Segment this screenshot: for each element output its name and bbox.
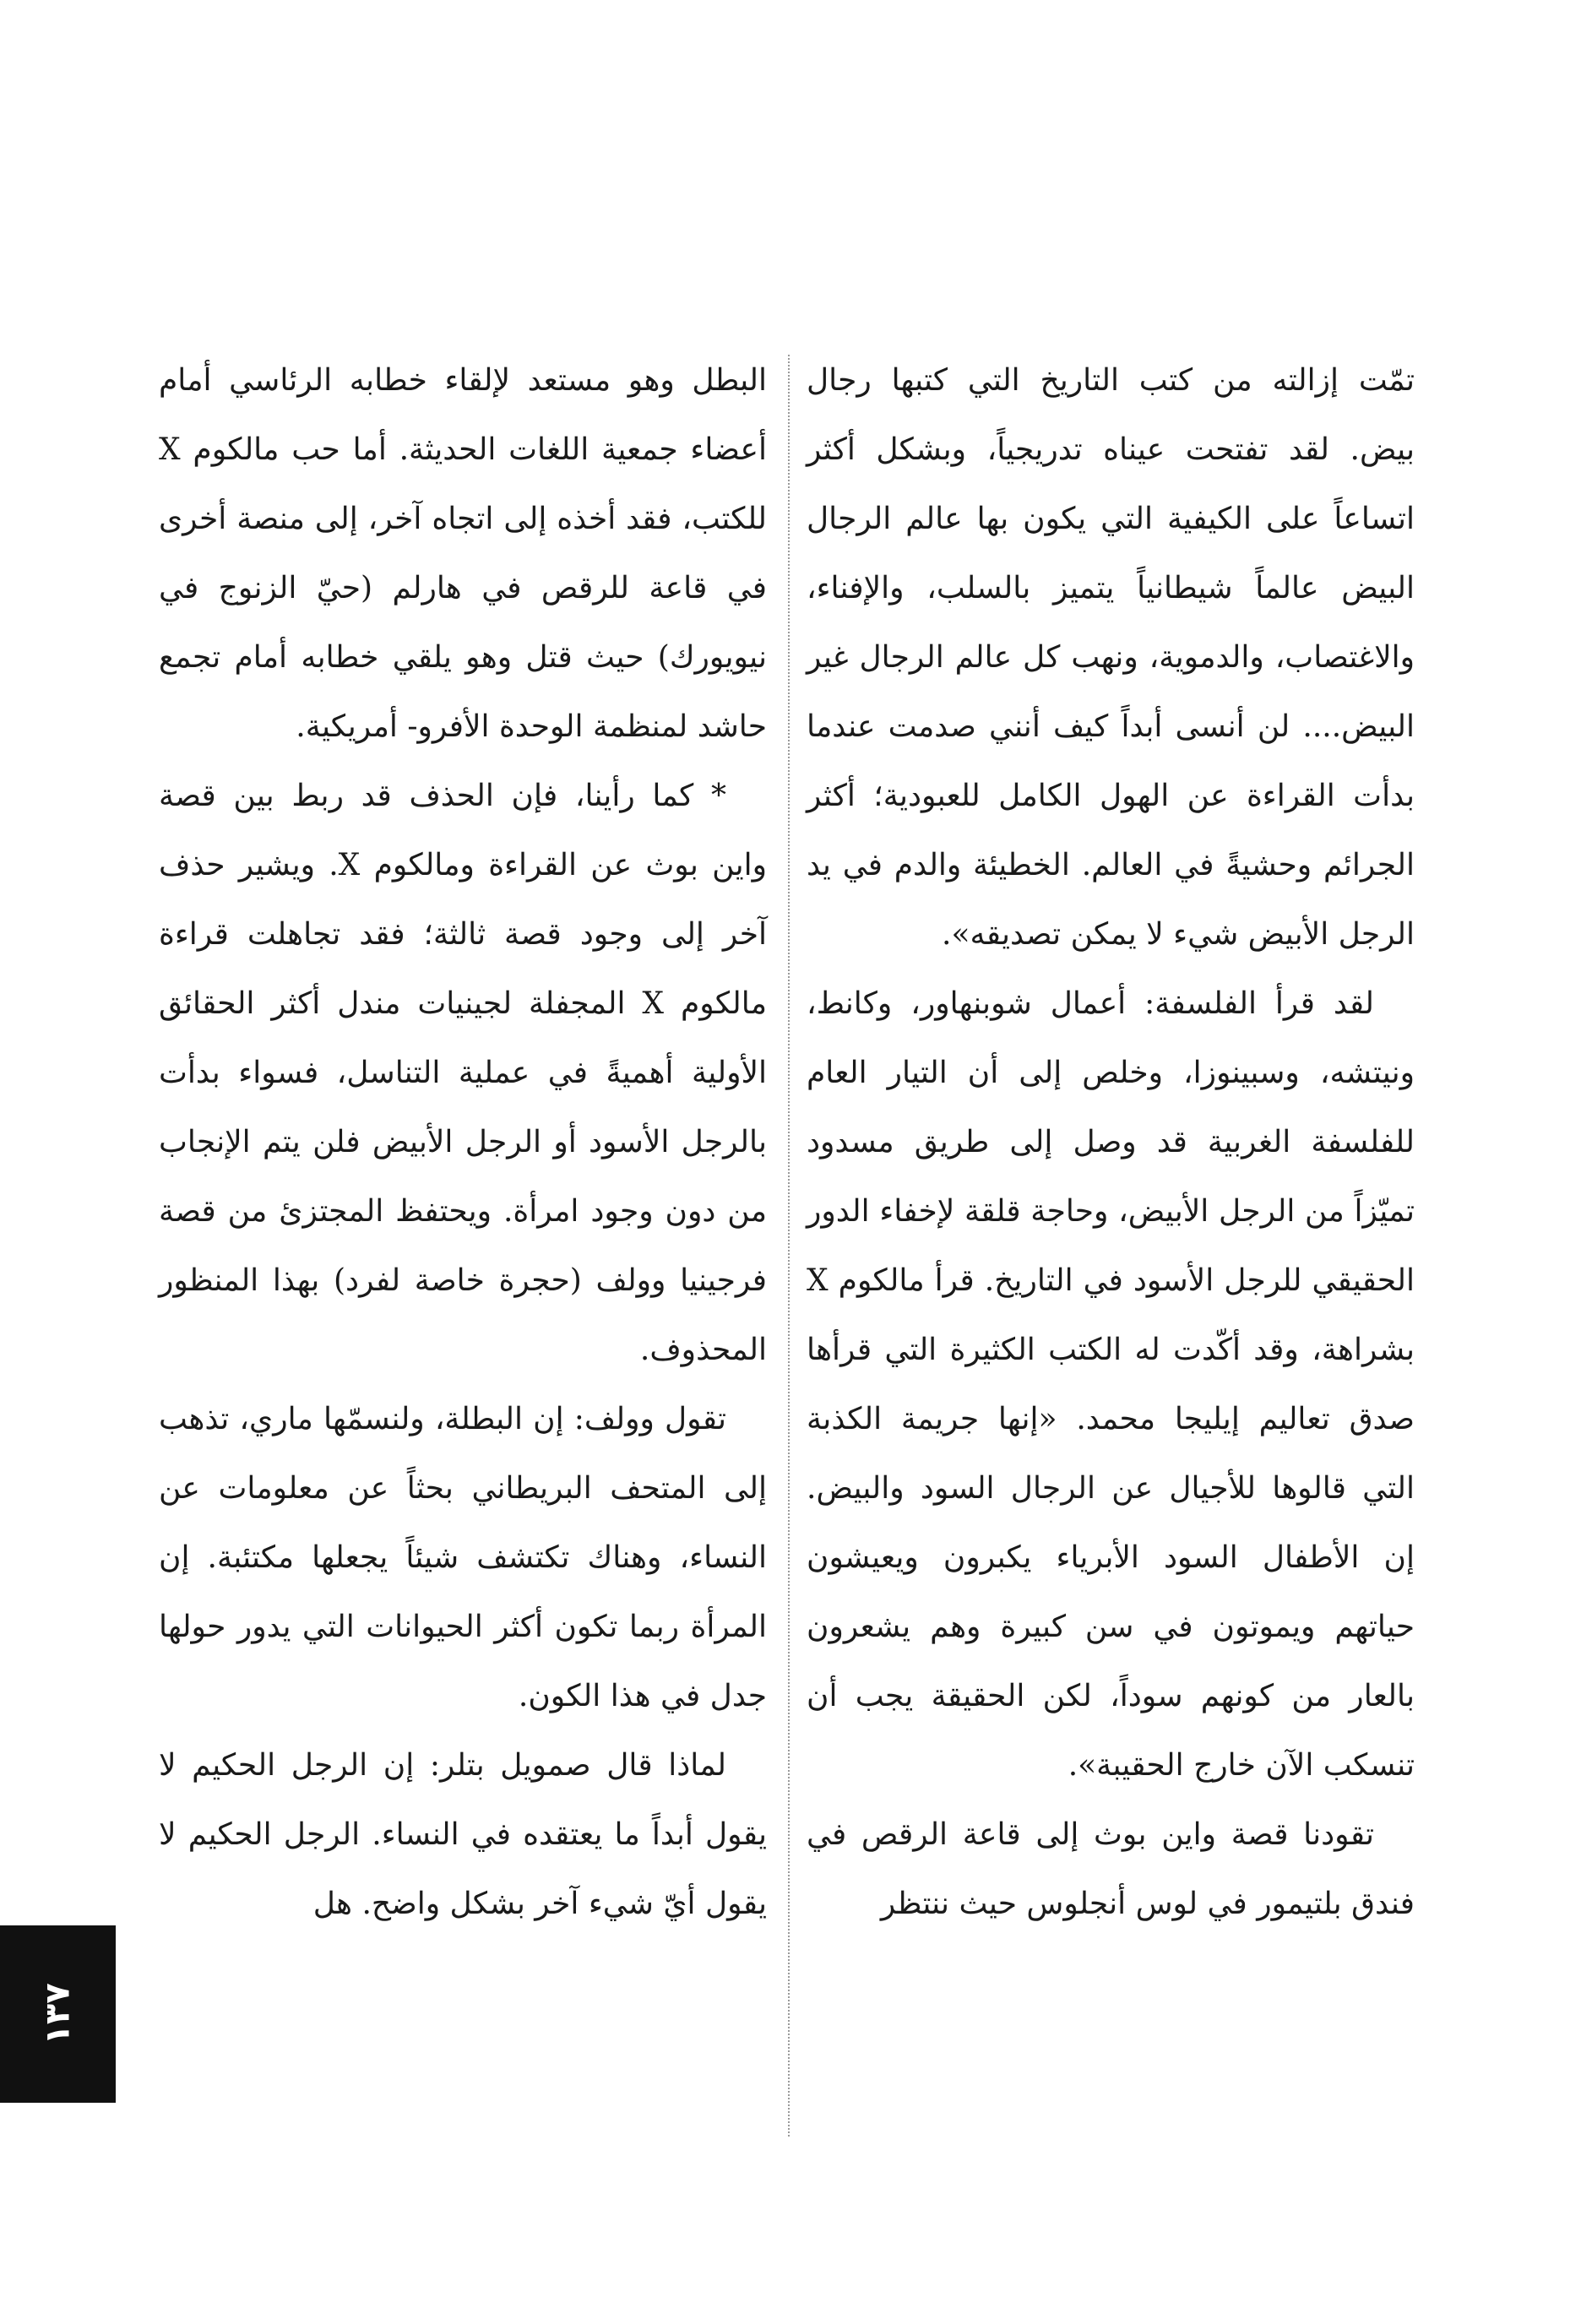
paragraph: * كما رأينا، فإن الحذف قد ربط بين قصة واين بوث عن القراءة ومالكوم X. ويشير حذف آخر إلى وجود قصة ثالثة؛ فقد تجاهلت قراءة مالكوم X المجفلة لجينيات مندل أكثر الحقائق الأولية أهميةً في عملية التناسل، فسواء بدأت بالرجل الأسود أو الرجل الأبيض فلن يتم الإنجاب من دون وجود امرأة. ويحتفظ المجتزئ من قصة فرجينيا وولف (حجرة خاصة لفرد) بهذا المنظور المحذوف. <box>159 779 767 1367</box>
paragraph: تقول وولف: إن البطلة، ولنسمّها ماري، تذهب إلى المتحف البريطاني بحثاً عن معلومات عن النساء، وهناك تكتشف شيئاً يجعلها مكتئبة. إن المرأة ربما تكون أكثر الحيوانات التي يدور حولها جدل في هذا الكون. <box>159 1402 767 1713</box>
column-divider <box>788 355 790 2137</box>
text-column-left <box>159 346 767 1939</box>
paragraph: البطل وهو مستعد لإلقاء خطابه الرئاسي أمام أعضاء جمعية اللغات الحديثة. أما حب مالكوم X للكتب، فقد أخذه إلى اتجاه آخر، إلى منصة أخرى في قاعة للرقص في هارلم (حيّ الزنوج في نيويورك) حيث قتل وهو يلقي خطابه أمام تجمع حاشد لمنظمة الوحدة الأفرو- أمريكية. <box>159 363 767 744</box>
paragraph: لماذا قال صمويل بتلر: إن الرجل الحكيم لا يقول أبداً ما يعتقده في النساء. الرجل الحكيم لا يقول أيّ شيء آخر بشكل واضح. هل <box>159 1748 767 1921</box>
page-number <box>0 1925 116 2103</box>
paragraph: تمّت إزالته من كتب التاريخ التي كتبها رجال بيض. لقد تفتحت عيناه تدريجياً، وبشكل أكثر اتساعاً على الكيفية التي يكون بها عالم الرجال البيض عالماً شيطانياً يتميز بالسلب، والإفناء، والاغتصاب، والدموية، ونهب كل عالم الرجال غير البيض.... لن أنسى أبداً كيف أنني صدمت عندما بدأت القراءة عن الهول الكامل للعبودية؛ أكثر الجرائم وحشيةً في العالم. الخطيئة والدم في يد الرجل الأبيض شيء لا يمكن تصديقه». <box>807 363 1415 952</box>
page-number-tab <box>0 1925 116 2103</box>
paragraph: تقودنا قصة واين بوث إلى قاعة الرقص في فندق بلتيمور في لوس أنجلوس حيث ننتظر <box>807 1817 1415 1921</box>
page-number-text: ١٣٧ <box>38 1983 78 2045</box>
text-column-right <box>807 346 1415 1939</box>
paragraph: لقد قرأ الفلسفة: أعمال شوبنهاور، وكانط، ونيتشه، وسبينوزا، وخلص إلى أن التيار العام للفلسفة الغربية قد وصل إلى طريق مسدود تميّزاً من الرجل الأبيض، وحاجة قلقة لإخفاء الدور الحقيقي للرجل الأسود في التاريخ. قرأ مالكوم X بشراهة، وقد أكّدت له الكتب الكثيرة التي قرأها صدق تعاليم إيليجا محمد. «إنها جريمة الكذبة التي قالوها للأجيال عن الرجال السود والبيض. إن الأطفال السود الأبرياء يكبرون ويعيشون حياتهم ويموتون في سن كبيرة وهم يشعرون بالعار من كونهم سوداً، لكن الحقيقة يجب أن تنسكب الآن خارج الحقيبة». <box>807 986 1415 1783</box>
